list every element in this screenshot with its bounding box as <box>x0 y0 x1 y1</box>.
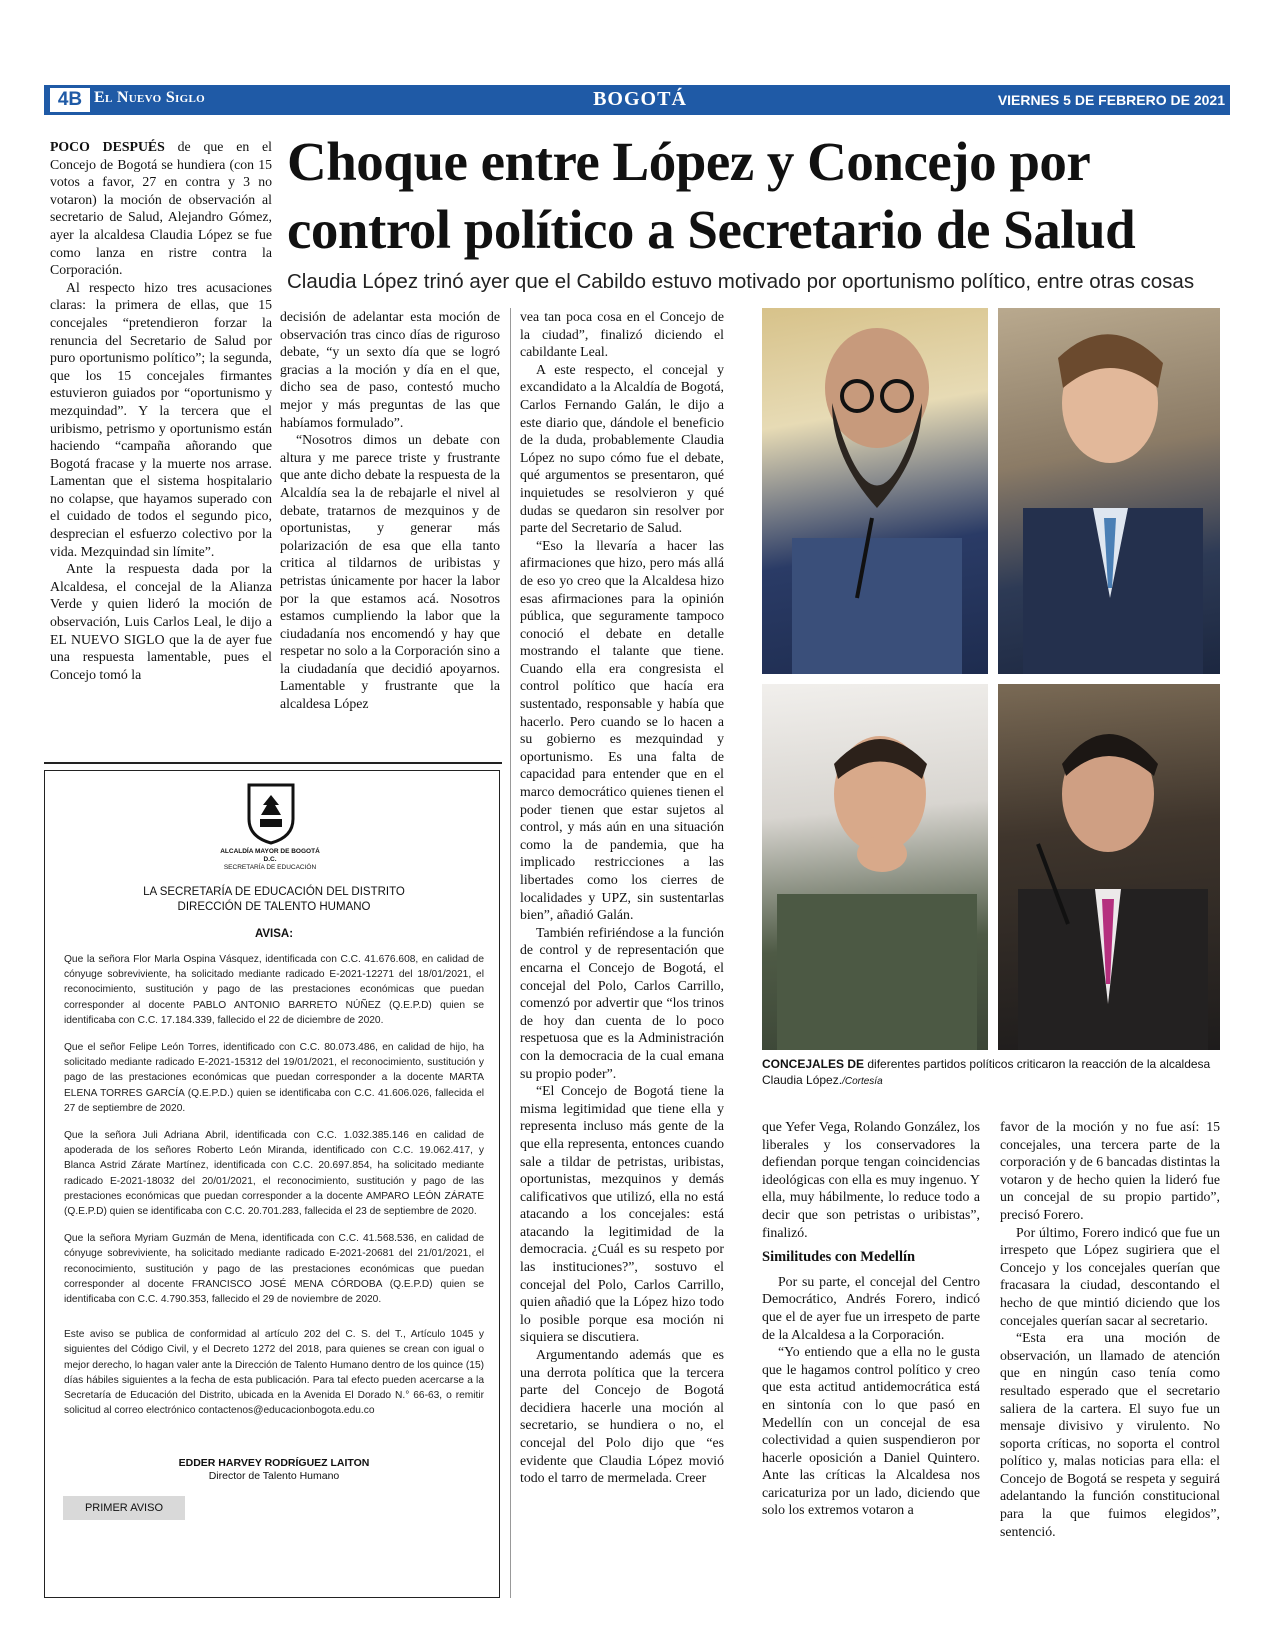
bogota-coat-of-arms-icon <box>245 783 297 845</box>
lead-caps: POCO DESPUÉS <box>50 139 165 154</box>
paragraph: “El Concejo de Bogotá tiene la misma legitimidad que tiene ella y representa incluso más gente de la que ella representa, entonces cuando sale a tildar de petristas, uribistas, oportunistas, mezquinos y demás calificativos que utilizó, ella no está atacando a los concejales: está atacando la legitimidad de la democracia. ¿Cuál es su respeto por las instituciones?”, sostuvo el concejal del Polo, Carlos Carrillo, quien añadió que la López hizo todo lo posible porque esa moción ni siquiera se discutiera. <box>520 1083 724 1345</box>
article-column-4 <box>762 1118 980 1598</box>
issue-date: VIERNES 5 DE FEBRERO DE 2021 <box>997 92 1225 108</box>
newspaper-name: El Nuevo Siglo <box>94 89 205 106</box>
notice-label: PRIMER AVISO <box>63 1496 185 1520</box>
paragraph: decisión de adelantar esta moción de observación tras cinco días de riguroso debate, “y un sexto día que se logró gracias a la moción y día en el que, dicho sea de paso, contestó mucho mejor y más preguntas de las que habíamos formulado”. <box>280 309 500 430</box>
lead-paragraph: POCO DESPUÉS de que en el Concejo de Bogotá se hundiera (con 15 votos a favor, 27 en contra y 3 no votaron) la moción de observación al secretario de Salud, Alejandro Gómez, ayer la alcaldesa Claudia López se fue como lanza en ristre contra la Corporación. <box>50 139 272 278</box>
section-subhead: Similitudes con Medellín <box>762 1249 916 1266</box>
paragraph: vea tan poca cosa en el Concejo de la ciudad”, finalizó diciendo el cabildante Leal. <box>520 309 724 360</box>
paragraph: Por último, Forero indicó que fue un irrespeto que López sugiriera que el Concejo y los concejales querían que fracasara la ciudad, descontando el hecho de que mintió diciendo que los concejales querían sacar al secretario. <box>1000 1224 1220 1328</box>
article-subhead: Claudia López trinó ayer que el Cabildo estuvo motivado por oportunismo político, entre otras cosas <box>287 270 1195 293</box>
paragraph: Por su parte, el concejal del Centro Democrático, Andrés Forero, indicó que el de ayer fue un irrespeto de parte de la Alcaldesa a la Corporación. <box>762 1273 980 1342</box>
ad-logo-text: ALCALDÍA MAYOR DE BOGOTÁ D.C. SECRETARÍA DE EDUCACIÓN <box>220 848 320 871</box>
paragraph: Al respecto hizo tres acusaciones claras: la primera de ellas, que 15 concejales “pretendieron forzar la renuncia del Secretario de Salud por puro oportunismo político”; la segunda, que los 15 concejales firmantes estuvieron guiados por “oportunismo y mezquindad”. Y la tercera que el uribismo, petrismo y oportunismo están haciendo “campaña añorando que Bogotá fracase y la muerte nos arrase. Lamentan que el sistema hospitalario no colapse, que hayamos superado con el cuidado de todos el segundo pico, desprecian el esfuerzo colectivo por la vida. Mezquindad sin límite”. <box>50 279 272 559</box>
article-column-2 <box>280 308 500 748</box>
article-column-3 <box>520 308 724 1598</box>
ad-paragraph: Que el señor Felipe León Torres, identificado con C.C. 80.073.486, en calidad de hijo, ha solicitado mediante radicado E-2021-15312 del 19/01/2021, el reconocimiento, sustitución y pago de las prestaciones económicas que puedan corresponder a la docente MARTA ELENA TORRES GARCÍA (Q.E.P.D.) quien se identificaba con C.C. 41.606.026, fallecida el 27 de septiembre de 2020. <box>64 1042 484 1114</box>
photo-councilman-suit <box>998 308 1220 674</box>
paragraph: que Yefer Vega, Rolando González, los liberales y los conservadores la defiendan porque tengan coincidencias ideológicas con ella es muy ingenuo. Y ella, muy hábilmente, lo reduce todo a decir que son petristas o uribistas”, finalizó. <box>762 1119 980 1240</box>
paragraph: También refiriéndose a la función de control y de representación que encarna el Concejo de Bogotá, el concejal del Polo, Carlos Carrillo, comenzó por advertir que “los trinos de hoy dan cuenta de lo poco respetuosa que es la Administración con la democracia de la cual emana su propio poder”. <box>520 924 724 1081</box>
page-number: 4B <box>50 88 90 112</box>
paragraph: “Eso la llevaría a hacer las afirmaciones que hizo, pero más allá de eso yo creo que la Alcaldesa hizo esas afirmaciones para la opinión pública, que seguramente tampoco conoció el debate en detalle mostrando el talante que tiene. Cuando ella era congresista el control político que hacía era sustentado, responsable y había que hacerlo. Pero cuando se lo hacen a su gobierno es mezquindad y oportunismo. Es una falta de capacidad para entender que en el marco democrático quienes tienen el poder tienen que estar sujetos al control, y más aún en una situación como la de pandemia, que ha implicado restricciones a las libertades como los cierres de localidades y UPZ, sin sustentarlas bien”, añadió Galán. <box>520 537 724 923</box>
photo-councilman-thinking <box>762 684 988 1050</box>
paragraph: “Nosotros dimos un debate con altura y me parece triste y frustrante que ante dicho debate la respuesta de la Alcaldía sea la de rebajarle el nivel al debate, tratarnos de mezquinos y de oportunistas, y generar más polarización de esa que ella tanto critica al tildarnos de uribistas y petristas únicamente por hacer la labor por la que estamos acá. Nosotros estamos cumpliendo la labor que la ciudadanía nos encomendó y hay que respetar no solo a la Corporación sino a la ciudadanía que decidió apoyarnos. Lamentable y frustrante que la alcaldesa López <box>280 432 500 712</box>
article-column-5 <box>1000 1118 1220 1598</box>
photo-councilman-bearded <box>762 308 988 674</box>
paragraph: “Esta era una moción de observación, un llamado de atención que en ningún caso tenía como resultado esperado que el secretario saliera de la cartera. El suyo fue un mensaje divisivo y virulento. No soporta críticas, no soporta el control político y, malas noticias para ella: el Concejo de Bogotá se respeta y seguirá adelantando la función constitucional para la que fuimos elegidos”, sentenció. <box>1000 1330 1220 1539</box>
ad-body <box>64 952 484 1430</box>
article-column-1 <box>50 138 272 748</box>
ad-avisa: AVISA: <box>254 928 294 940</box>
article-headline: Choque entre López y Concejo por control político a Secretario de Salud <box>287 131 1136 260</box>
section-title: BOGOTÁ <box>593 88 687 110</box>
ad-paragraph: Que la señora Myriam Guzmán de Mena, identificada con C.C. 41.568.536, en calidad de cónyuge sobreviviente, ha solicitado mediante radicado E-2021-20681 del 21/01/2021, el reconocimiento, sustitución y pago de las prestaciones económicas que puedan corresponder al docente FRANCISCO JOSÉ MENA CÓRDOBA (Q.E.P.D) quien se identificaba con C.C. 4.790.353, fallecido el 29 de noviembre de 2020. <box>64 1233 484 1306</box>
ad-org-title: LA SECRETARÍA DE EDUCACIÓN DEL DISTRITO DIRECCIÓN DE TALENTO HUMANO <box>143 886 405 913</box>
ad-paragraph: Que la señora Juli Adriana Abril, identificada con C.C. 1.032.385.146 en calidad de apoderada de los señores Roberto León Miranda, identificado con C.C. 19.062.417, y Blanca Astrid Zárate Martínez, identificada con C.C. 20.697.854, ha solicitado mediante radicado E-2021-18032 del 20/01/2021, el reconocimiento, sustitución y pago de las prestaciones económicas que puedan corresponder a la docente AMPARO LEÓN ZÁRATE (Q.E.P.D) quien se identificaba con C.C. 20.701.283, fallecida el 23 de septiembre de 2020. <box>64 1130 484 1218</box>
ad-top-rule <box>44 762 502 764</box>
paragraph: “Yo entiendo que a ella no le gusta que le hagamos control político y creo que esta actitud antidemocrática está en sintonía con lo que pasó en Medellín con un concejal de esa colectividad a quien suspendieron por hacerle oposición a Daniel Quintero. Ante las críticas la Alcaldesa nos caricaturiza por un lado, diciendo que solo los extremos votaron a <box>762 1344 980 1518</box>
paragraph: favor de la moción y no fue así: 15 concejales, una tercera parte de la corporación y de 6 bancadas distintas la votaron y de hecho quien la lideró fue un concejal de su propio partido”, precisó Forero. <box>1000 1119 1220 1222</box>
photo-credit: /Cortesía <box>842 1076 883 1087</box>
ad-paragraph: Este aviso se publica de conformidad al artículo 202 del C. S. del T., Artículo 1045 y siguientes del Código Civil, y el Decreto 1272 del 2018, para quienes se crean con igual o mejor derecho, lo hagan valer ante la Dirección de Talento Humano dentro de los quince (15) días hábiles siguientes a la fecha de esta publicación. Para tal efecto pueden acercarse a la Secretaría de Educación del Distrito, ubicada en la Avenida El Dorado N.° 66-63, o remitir solicitud al correo electrónico contactenos@educacionbogota.edu.co <box>64 1329 485 1417</box>
paragraph: Argumentando además que es una derrota política que la tercera parte del Concejo de Bogotá decidiera hacerle una moción al secretario, se hundiera o no, el concejal del Polo dijo que “es evidente que Claudia López movió todo el tarro de mermelada. Creer <box>520 1347 724 1486</box>
ad-paragraph: Que la señora Flor Marla Ospina Vásquez, identificada con C.C. 41.676.608, en calidad de cónyuge sobreviviente, ha solicitado mediante radicado E-2021-12271 del 18/01/2021, el reconocimiento, sustitución y pago de las prestaciones económicas que puedan corresponder al docente PABLO ANTONIO BARRETO NÚÑEZ (Q.E.P.D) quien se identificaba con C.C. 17.184.339, fallecido el 22 de diciembre de 2020. <box>64 954 484 1026</box>
paragraph: A este respecto, el concejal y excandidato a la Alcaldía de Bogotá, Carlos Fernando Galán, le dijo a este diario que, dándole el beneficio de la duda, probablemente Claudia López no supo cómo fue el debate, qué argumentos se presentaron, qué inquietudes se resolvieron y qué dudas se quedaron sin resolver por parte del Secretario de Salud. <box>520 361 724 536</box>
photo-councilman-speaking <box>998 684 1220 1050</box>
paragraph: Ante la respuesta dada por la Alcaldesa, el concejal de la Alianza Verde y quien lideró la moción de observación, Luis Carlos Leal, le dijo a EL NUEVO SIGLO que la de ayer fue una respuesta lamentable, pues el Concejo tomó la <box>50 561 272 682</box>
ad-signature: EDDER HARVEY RODRÍGUEZ LAITON Director de Talento Humano <box>178 1457 370 1482</box>
photo-caption: CONCEJALES DE diferentes partidos políticos criticaron la reacción de la alcaldesa Claudia López./Cortesía <box>762 1057 1211 1087</box>
column-divider <box>510 308 511 1598</box>
